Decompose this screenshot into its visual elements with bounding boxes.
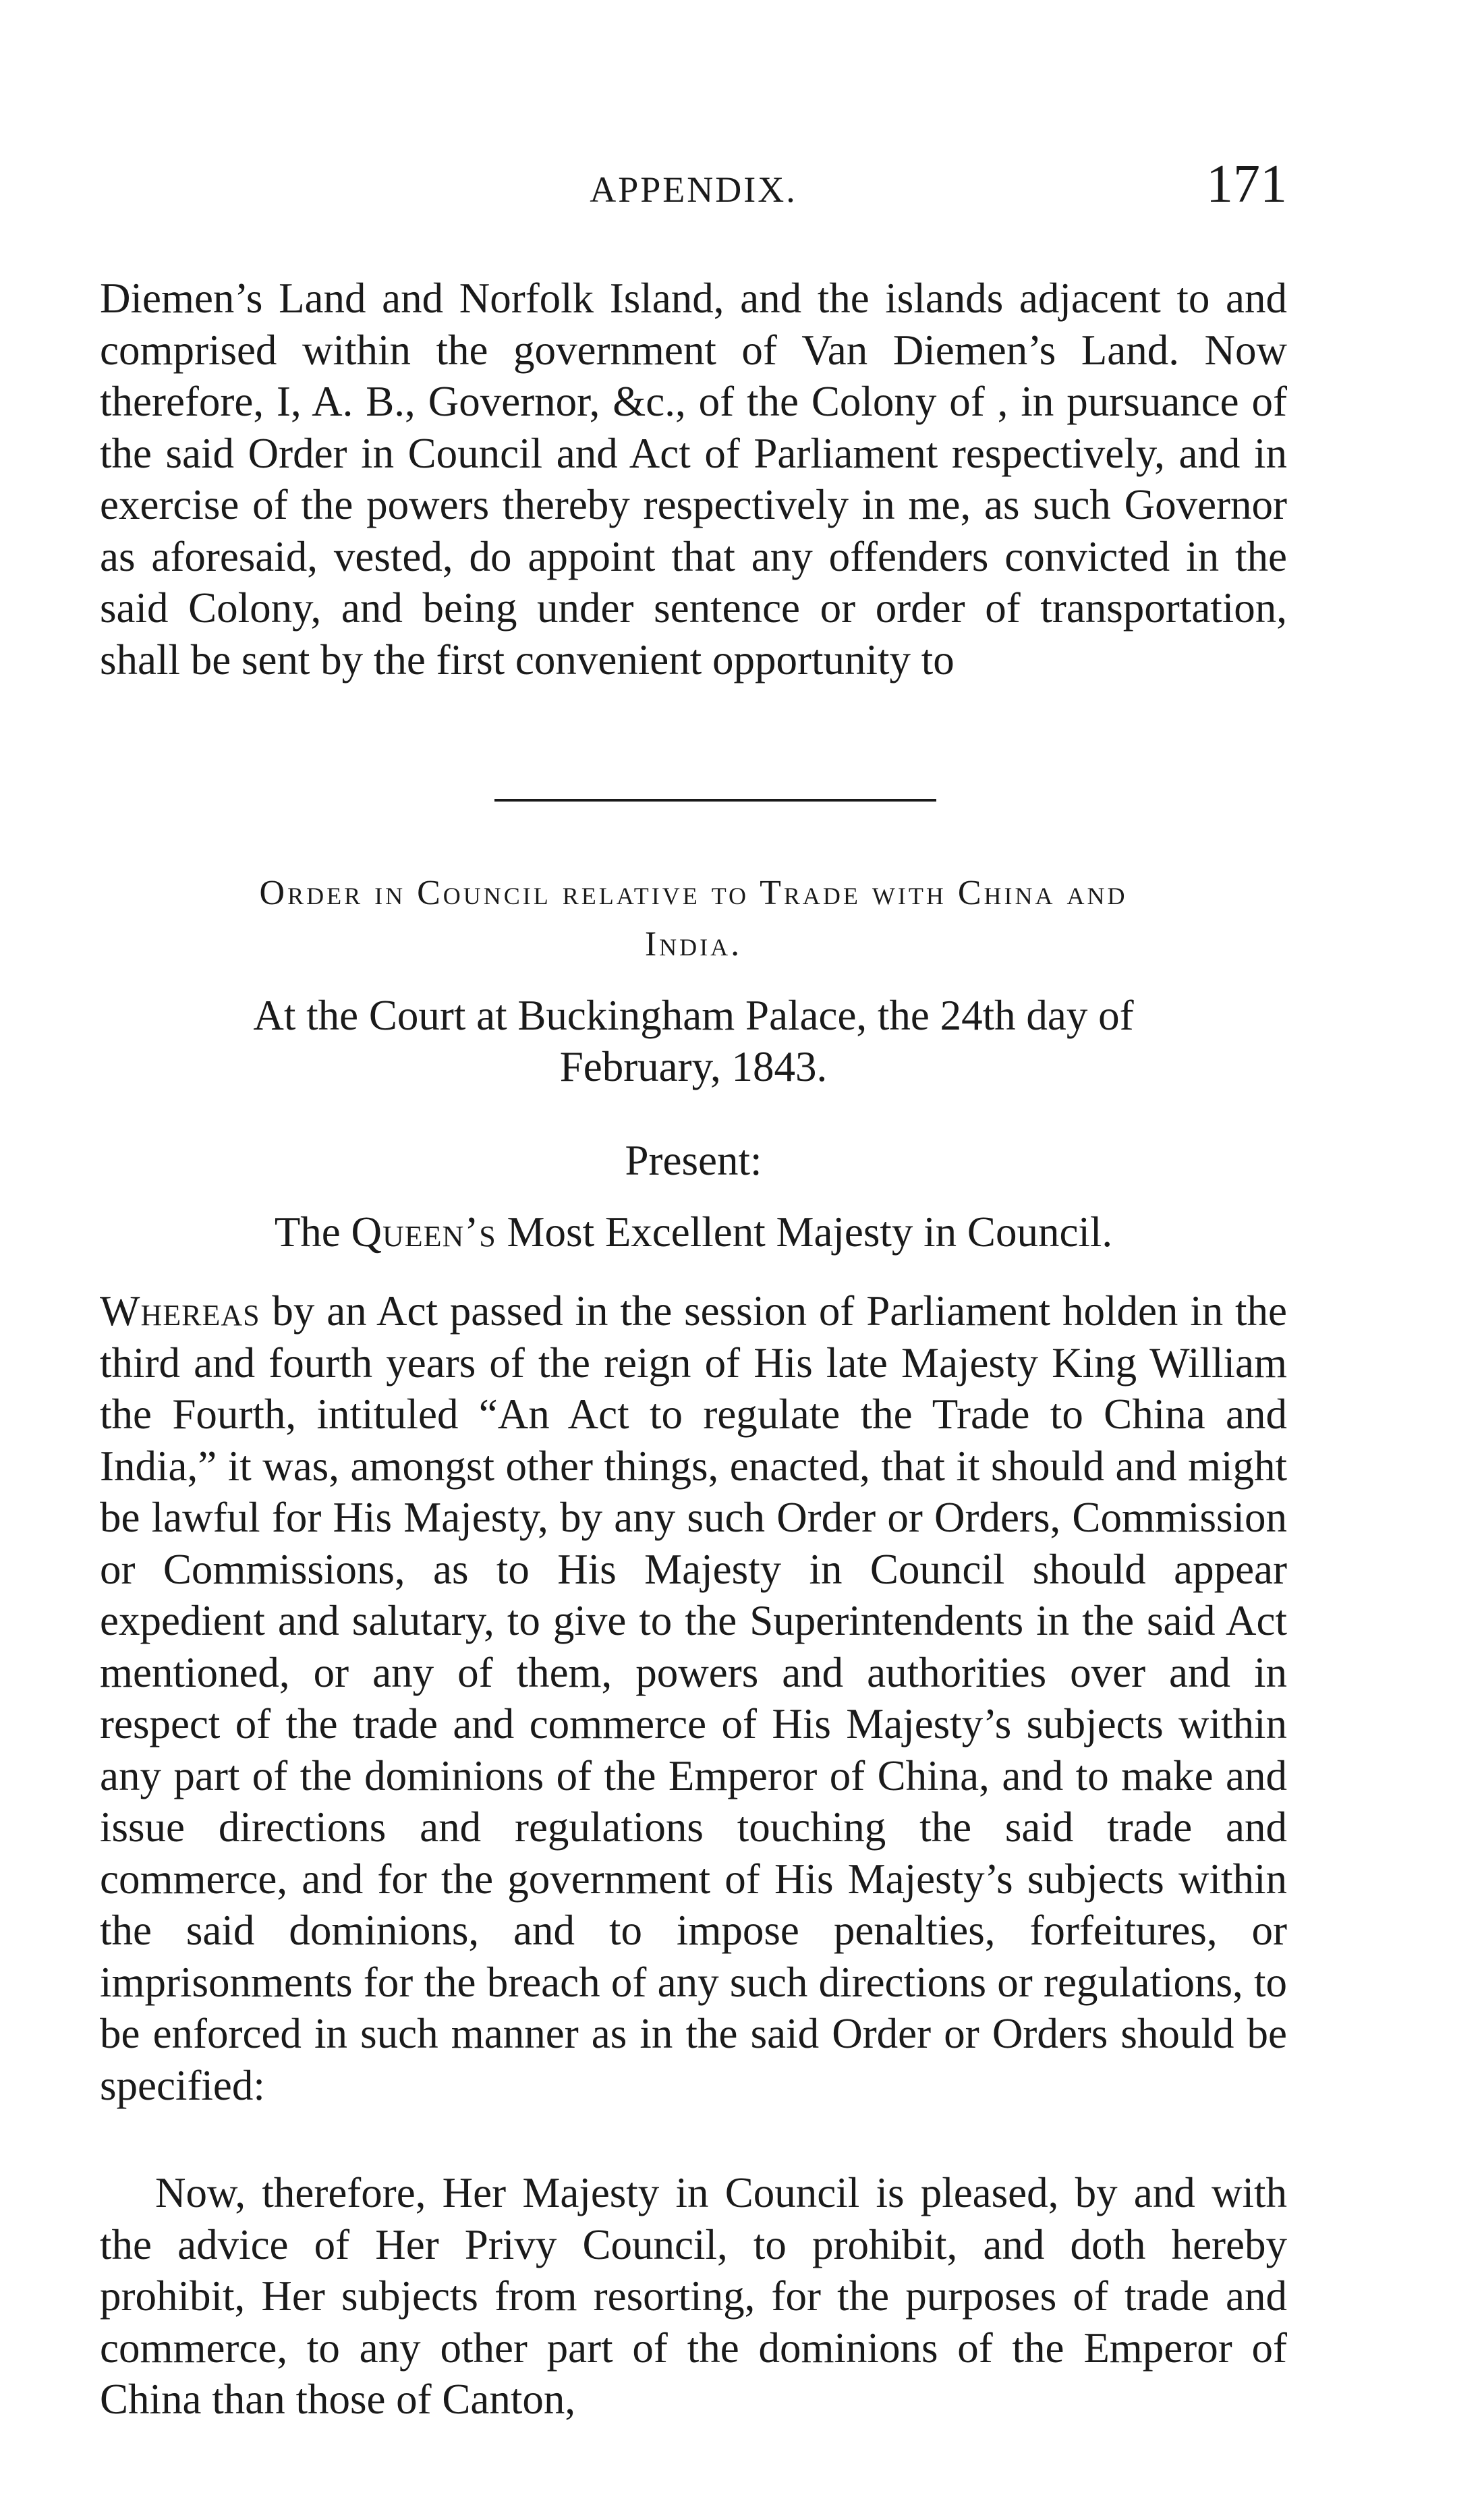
section-title-line-1: Order in Council relative to Trade with China and [259,874,1128,912]
court-dateline [100,990,1287,1092]
whereas-paragraph [100,1285,1287,2111]
page-number: 171 [1206,155,1287,214]
now-paragraph [100,2167,1287,2426]
court-line-1: At the Court at Buckingham Palace, the 24th day of [253,992,1134,1039]
queen-suffix: Most Excellent Majesty in Council. [496,1208,1113,1256]
continuation-text: Diemen’s Land and Norfolk Island, and the islands adjacent to and comprised within the government of Van Diemen’s Land. Now therefore, I, A. B., Governor, &c., of the Colony of , in pursuance of the said Order in Council and Act of Parliament respectively, and in exercise of the powers thereby respectively in me, as such Governor as aforesaid, vested, do appoint that any offenders convicted in the said Colony, and being under sentence or order of transportation, shall be sent by the first convenient opportunity to [100,275,1287,683]
section-title [100,868,1287,970]
continuation-paragraph [100,273,1287,685]
court-line-2: February, 1843. [559,1043,828,1090]
queen-line [100,1206,1287,1258]
now-text: Now, therefore, Her Majesty in Council is pleased, by and with the advice of Her Privy Council, to prohibit, and doth hereby prohibit, Her subjects from resorting, for the purposes of trade and commerce, to any other part of the dominions of the Emperor of China than those of Canton, [100,2169,1287,2423]
page-header [100,154,1287,215]
section-divider [494,799,936,802]
whereas-lead: Whereas [100,1287,260,1335]
queen-word: Queen’s [351,1208,496,1256]
queen-prefix: The [274,1208,351,1256]
running-head: APPENDIX. [590,169,797,210]
whereas-text: by an Act passed in the session of Parliament holden in the third and fourth years of the reign of His late Majesty King William the Fourth, intituled “An Act to regulate the Trade to China and India,” it was, amongst other things, enacted, that it should and might be lawful for His Majesty, by any such Order or Orders, Commission or Commissions, as to His Majesty in Council should appear expedient and salutary, to give to the Superintendents in the said Act mentioned, or any of them, powers and authorities over and in respect of the trade and commerce of His Majesty’s subjects within any part of the dominions of the Emperor of China, and to make and issue directions and regulations touching the said trade and commerce, and for the government of His Majesty’s subjects within the said dominions, and to impose penalties, forfeitures, or imprisonments for the breach of any such directions or regulations, to be enforced in such manner as in the said Order or Orders should be specified: [100,1287,1287,2109]
section-title-line-2: India. [644,925,743,963]
present-label: Present: [625,1137,762,1184]
